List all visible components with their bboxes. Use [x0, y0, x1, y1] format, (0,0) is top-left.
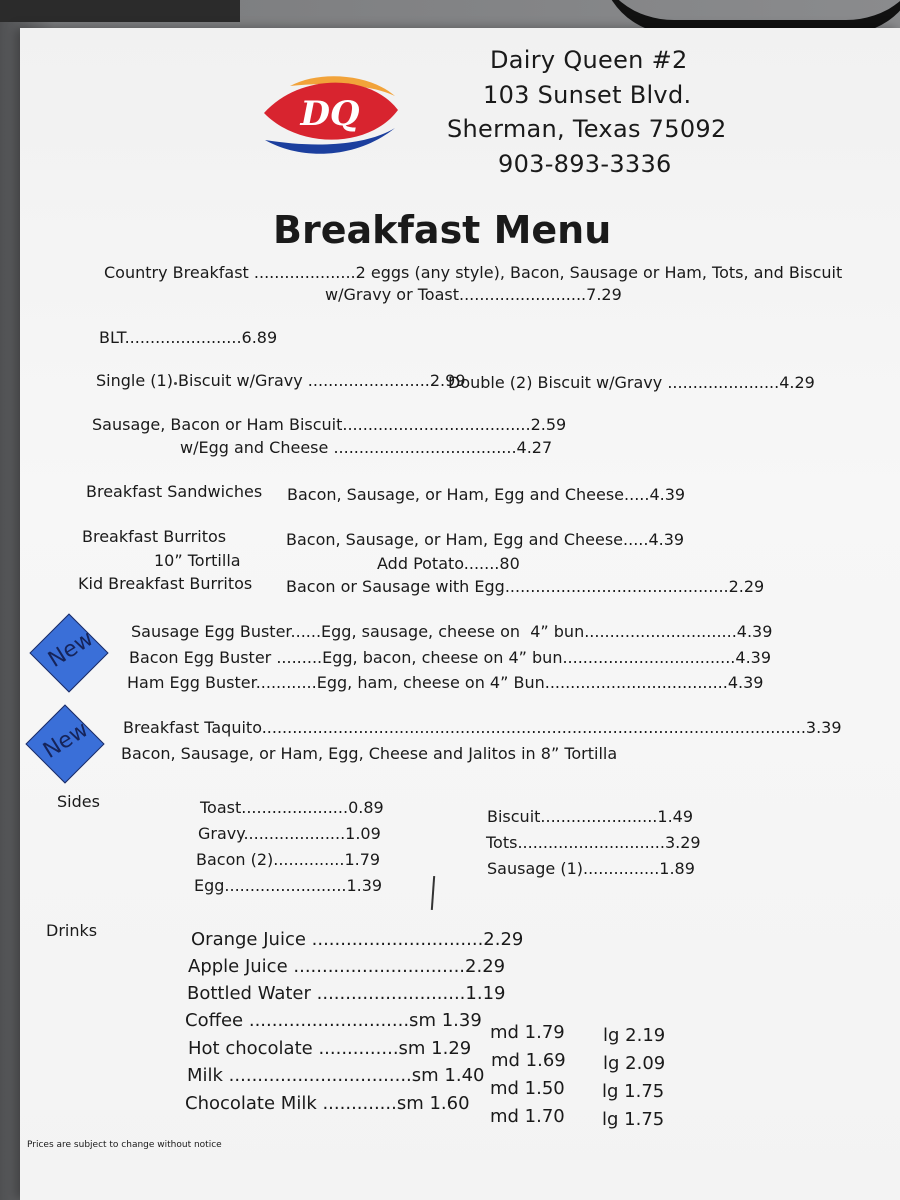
- drink-coffee: Coffee ............................sm 1.39: [185, 1010, 482, 1031]
- kid-burritos-label: Kid Breakfast Burritos: [78, 574, 253, 593]
- drink-milk-lg: lg 1.75: [602, 1081, 665, 1102]
- pen-mark: [431, 876, 435, 910]
- side-bacon: Bacon (2)..............1.79: [196, 850, 381, 869]
- drink-milk: Milk ................................sm 1.40: [187, 1065, 485, 1086]
- drink-coffee-lg: lg 2.19: [603, 1025, 666, 1046]
- logo-text: DQ: [300, 94, 360, 134]
- store-address: 103 Sunset Blvd.: [483, 81, 692, 109]
- drink-orange-juice: Orange Juice ..............................2.29: [191, 929, 524, 950]
- side-gravy: Gravy....................1.09: [198, 824, 381, 843]
- drink-milk-md: md 1.50: [490, 1078, 565, 1099]
- drink-chocolate-milk: Chocolate Milk .............sm 1.60: [185, 1093, 470, 1114]
- drink-hot-chocolate-lg: lg 2.09: [603, 1053, 666, 1074]
- menu-sheet: [20, 28, 900, 1200]
- sbh-biscuit-item: Sausage, Bacon or Ham Biscuit.....................................2.59: [92, 415, 567, 434]
- drink-hot-chocolate-md: md 1.69: [491, 1050, 566, 1071]
- drinks-label: Drinks: [46, 921, 98, 940]
- side-egg: Egg........................1.39: [194, 876, 383, 895]
- drink-chocolate-milk-md: md 1.70: [490, 1106, 565, 1127]
- store-phone: 903-893-3336: [498, 150, 672, 178]
- country-breakfast-line2: w/Gravy or Toast.........................7.29: [325, 285, 622, 304]
- side-tots: Tots.............................3.29: [486, 833, 701, 852]
- sbh-egg-cheese-item: w/Egg and Cheese ....................................4.27: [180, 438, 553, 457]
- side-sausage: Sausage (1)...............1.89: [487, 859, 695, 878]
- bacon-egg-buster: Bacon Egg Buster .........Egg, bacon, cheese on 4” bun..................................4.39: [129, 648, 772, 667]
- taquito-desc: Bacon, Sausage, or Ham, Egg, Cheese and Jalitos in 8” Tortilla: [121, 744, 618, 763]
- drink-coffee-md: md 1.79: [490, 1022, 565, 1043]
- sandwiches-label: Breakfast Sandwiches: [86, 482, 263, 501]
- sausage-egg-buster: Sausage Egg Buster......Egg, sausage, cheese on 4” bun..............................4.39: [131, 622, 773, 641]
- drink-bottled-water: Bottled Water ..........................1.19: [187, 983, 506, 1004]
- price-notice: Prices are subject to change without notice: [27, 1140, 222, 1150]
- drink-chocolate-milk-lg: lg 1.75: [602, 1109, 665, 1130]
- add-potato: Add Potato.......80: [377, 554, 520, 573]
- tortilla-label: 10” Tortilla: [154, 551, 241, 570]
- sandwiches-desc: Bacon, Sausage, or Ham, Egg and Cheese.....4.39: [287, 485, 686, 504]
- sides-label: Sides: [57, 792, 100, 811]
- burritos-label: Breakfast Burritos: [82, 527, 227, 546]
- dq-logo: [260, 68, 400, 158]
- single-biscuit-item: Single (1) Biscuit w/Gravy ........................2.99: [96, 371, 466, 390]
- country-breakfast-line1: Country Breakfast ....................2 eggs (any style), Bacon, Sausage or Ham, Tots, and Biscuit: [104, 263, 843, 282]
- double-biscuit-item: Double (2) Biscuit w/Gravy ......................4.29: [448, 373, 815, 392]
- breakfast-taquito: Breakfast Taquito...........................................................................................................3.39: [123, 718, 842, 737]
- new-badge-1-text: New: [44, 626, 98, 673]
- ham-egg-buster: Ham Egg Buster............Egg, ham, cheese on 4” Bun....................................4.39: [127, 673, 764, 692]
- background-object: [0, 0, 240, 22]
- store-name: Dairy Queen #2: [490, 46, 688, 74]
- side-toast: Toast.....................0.89: [200, 798, 384, 817]
- side-biscuit: Biscuit.......................1.49: [487, 807, 694, 826]
- burritos-desc: Bacon, Sausage, or Ham, Egg and Cheese.....4.39: [286, 530, 685, 549]
- store-city: Sherman, Texas 75092: [447, 115, 727, 143]
- drink-hot-chocolate: Hot chocolate ..............sm 1.29: [188, 1038, 472, 1059]
- new-badge-2-text: New: [39, 717, 93, 764]
- drink-apple-juice: Apple Juice ..............................2.29: [188, 956, 506, 977]
- blt-item: BLT.......................6.89: [99, 328, 278, 347]
- menu-title: Breakfast Menu: [273, 208, 612, 252]
- kid-burritos-desc: Bacon or Sausage with Egg............................................2.29: [286, 577, 765, 596]
